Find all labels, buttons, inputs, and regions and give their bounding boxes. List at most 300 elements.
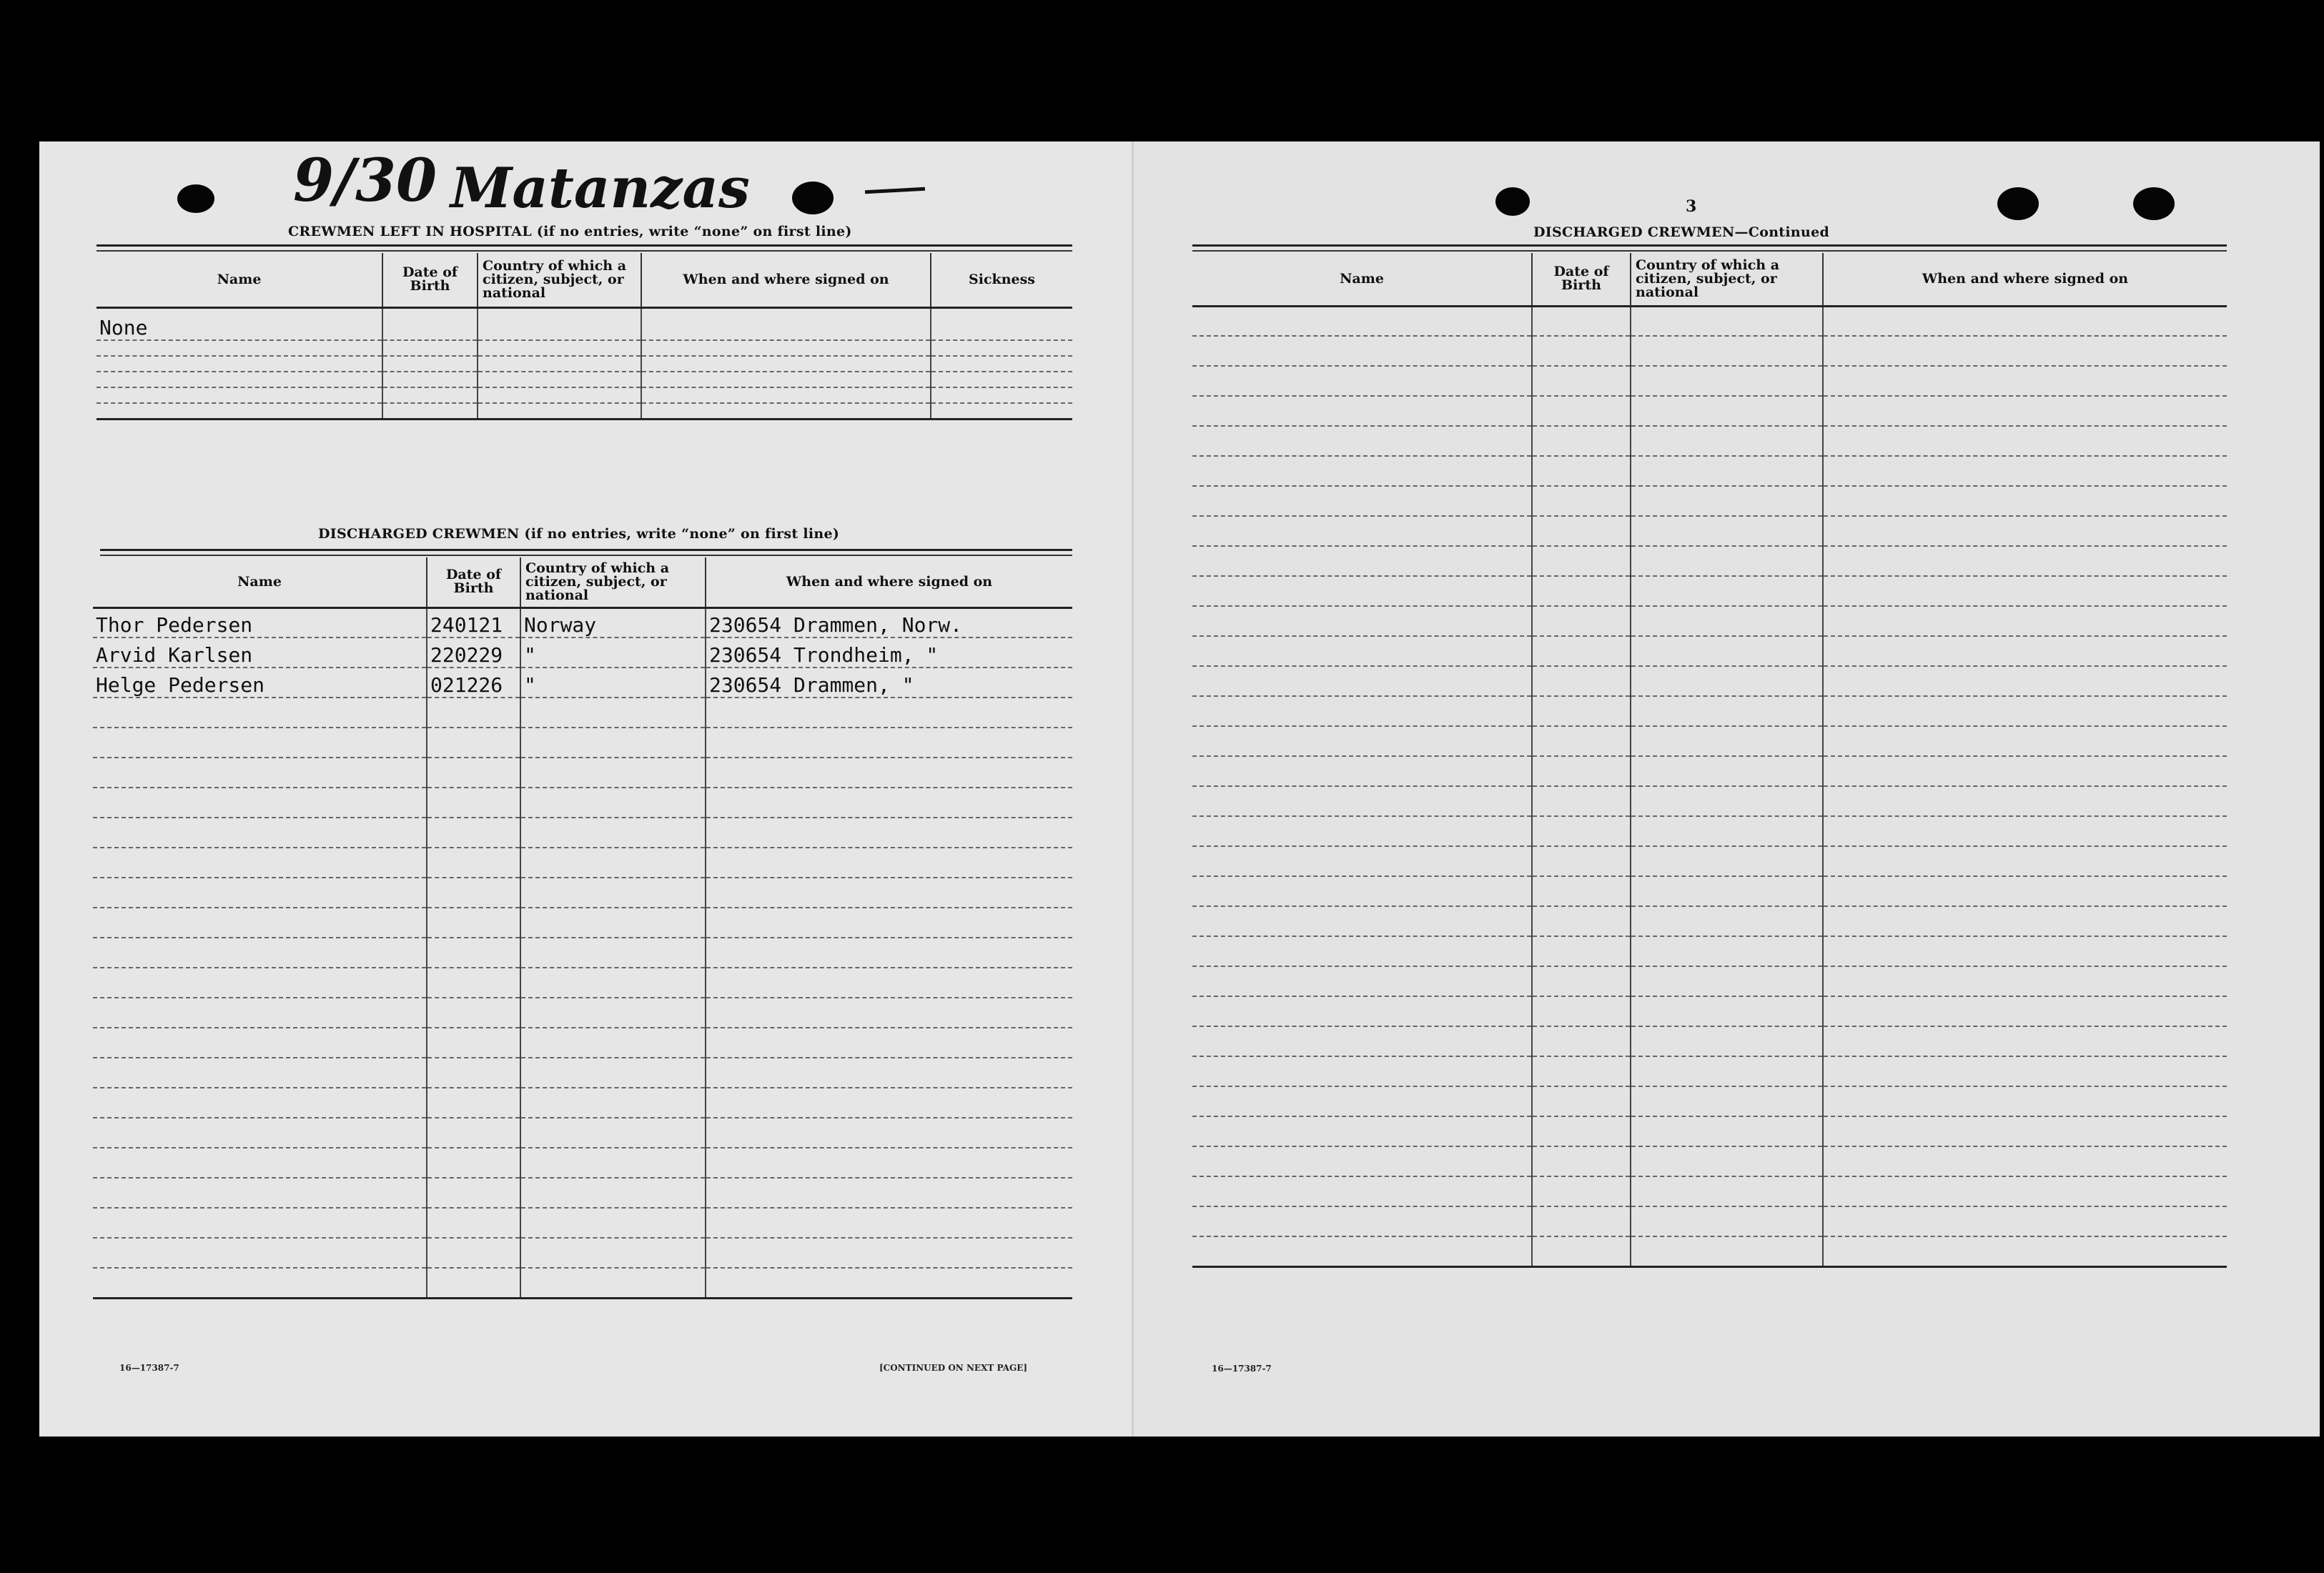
table-cell <box>1631 516 1823 546</box>
discharged-section-title: DISCHARGED CREWMEN (if no entries, write “none” on first line) <box>318 526 840 542</box>
table-cell <box>1532 1176 1631 1206</box>
table-row <box>1192 516 2227 546</box>
table-cell <box>427 1058 520 1088</box>
table-cell <box>520 1208 706 1238</box>
col-header-name: Name <box>1192 253 1532 306</box>
col-header-date-of-birth: Date of Birth <box>427 557 520 607</box>
table-row <box>93 728 1072 758</box>
table-cell <box>931 372 1072 387</box>
table-cell <box>1532 486 1631 516</box>
table-row <box>1192 336 2227 366</box>
table-row <box>93 848 1072 878</box>
table-cell <box>382 307 478 340</box>
table-cell <box>520 758 706 788</box>
table-cell <box>1631 606 1823 636</box>
hospital-table <box>97 253 1072 420</box>
continued-section-title: DISCHARGED CREWMEN—Continued <box>1533 224 1830 240</box>
table-cell <box>1192 336 1532 366</box>
table-cell <box>1532 366 1631 396</box>
table-cell <box>1823 816 2227 846</box>
table-cell <box>1823 996 2227 1026</box>
table-row <box>1192 456 2227 486</box>
table-row <box>1192 666 2227 696</box>
table-cell <box>1823 756 2227 786</box>
table-row <box>93 1238 1072 1268</box>
table-cell <box>1532 1236 1631 1266</box>
table-cell <box>1631 1206 1823 1236</box>
col-header-signed-on: When and where signed on <box>641 253 931 307</box>
table-cell <box>93 758 427 788</box>
table-cell <box>1823 426 2227 456</box>
col-header-country: Country of which a citizen, subject, or national <box>520 557 706 607</box>
table-row <box>1192 426 2227 456</box>
table-cell <box>427 998 520 1028</box>
table-cell <box>427 1028 520 1058</box>
table-cell <box>1192 906 1532 936</box>
table-cell <box>520 878 706 908</box>
table-cell <box>520 698 706 728</box>
table-cell <box>93 938 427 968</box>
table-cell <box>1192 366 1532 396</box>
table-cell <box>97 340 382 356</box>
table-cell <box>1192 786 1532 816</box>
table-cell <box>1192 696 1532 726</box>
table-cell <box>1823 1056 2227 1086</box>
table-cell <box>1631 906 1823 936</box>
table-cell <box>520 1238 706 1268</box>
table-cell <box>1532 306 1631 336</box>
table-cell <box>1823 876 2227 906</box>
table-cell <box>1823 1146 2227 1176</box>
table-cell <box>706 818 1072 848</box>
table-row <box>1192 1236 2227 1266</box>
table-cell <box>1631 996 1823 1026</box>
table-cell <box>1192 1206 1532 1236</box>
table-row <box>1192 966 2227 996</box>
table-row <box>93 878 1072 908</box>
table-cell <box>1631 936 1823 966</box>
table-cell <box>427 1148 520 1178</box>
table-cell <box>1192 936 1532 966</box>
table-cell <box>1192 516 1532 546</box>
table-cell <box>1192 636 1532 666</box>
table-cell <box>931 387 1072 403</box>
table-cell <box>706 878 1072 908</box>
table-row <box>1192 1056 2227 1086</box>
table-cell <box>1532 396 1631 426</box>
table-cell <box>706 848 1072 878</box>
table-cell <box>706 1178 1072 1208</box>
table-cell <box>478 372 641 387</box>
table-cell <box>1631 1026 1823 1056</box>
table-cell <box>1631 306 1823 336</box>
table-cell: 021226 <box>427 668 520 698</box>
table-cell <box>1192 966 1532 996</box>
table-cell <box>93 1028 427 1058</box>
table-cell <box>641 307 931 340</box>
table-cell: Norway <box>520 607 706 637</box>
table-cell <box>1532 1146 1631 1176</box>
table-cell <box>1192 876 1532 906</box>
table-row <box>93 1178 1072 1208</box>
table-cell <box>520 788 706 818</box>
table-cell <box>1532 1056 1631 1086</box>
table-cell <box>706 998 1072 1028</box>
table-cell <box>1631 1146 1823 1176</box>
table-cell <box>1192 546 1532 576</box>
table-cell <box>706 728 1072 758</box>
col-header-name: Name <box>97 253 382 307</box>
table-cell <box>1823 906 2227 936</box>
table-cell <box>1192 1176 1532 1206</box>
table-cell <box>1823 456 2227 486</box>
table-row <box>93 698 1072 728</box>
table-cell <box>93 1238 427 1268</box>
table-cell <box>1823 486 2227 516</box>
table-cell <box>427 698 520 728</box>
table-cell <box>427 818 520 848</box>
table-cell <box>520 1028 706 1058</box>
table-cell <box>1823 1116 2227 1146</box>
table-cell <box>1192 1026 1532 1056</box>
table-row <box>97 307 1072 340</box>
table-row <box>1192 306 2227 336</box>
table-cell <box>1532 996 1631 1026</box>
table-row <box>1192 486 2227 516</box>
table-cell <box>641 356 931 372</box>
col-header-country: Country of which a citizen, subject, or national <box>478 253 641 307</box>
page-number: 3 <box>1686 197 1697 216</box>
table-cell <box>1631 546 1823 576</box>
table-cell: Helge Pedersen <box>93 668 427 698</box>
table-cell <box>1192 666 1532 696</box>
punch-hole <box>2133 187 2175 220</box>
table-cell <box>382 387 478 403</box>
table-cell <box>1823 666 2227 696</box>
col-header-sickness: Sickness <box>931 253 1072 307</box>
table-cell <box>1192 846 1532 876</box>
table-cell <box>427 968 520 998</box>
table-row <box>97 372 1072 387</box>
punch-hole <box>177 184 214 213</box>
table-cell <box>1192 426 1532 456</box>
table-cell <box>1532 786 1631 816</box>
table-cell <box>931 356 1072 372</box>
table-row <box>1192 546 2227 576</box>
table-cell <box>520 968 706 998</box>
table-cell <box>1532 576 1631 606</box>
table-cell <box>97 356 382 372</box>
table-cell <box>1823 546 2227 576</box>
handwritten-ship-name: Matanzas <box>450 156 750 221</box>
table-cell <box>382 403 478 419</box>
table-row <box>93 1268 1072 1298</box>
punch-hole <box>1997 187 2039 220</box>
table-cell <box>1532 816 1631 846</box>
table-row <box>97 403 1072 419</box>
table-cell <box>641 340 931 356</box>
table-cell <box>1192 756 1532 786</box>
table-row <box>1192 1146 2227 1176</box>
table-cell <box>1631 756 1823 786</box>
continued-top-rule-2 <box>1192 250 2227 252</box>
table-cell <box>427 908 520 938</box>
table-cell: 230654 Drammen, " <box>706 668 1072 698</box>
table-cell <box>427 1268 520 1298</box>
table-cell <box>706 1268 1072 1298</box>
table-row <box>93 758 1072 788</box>
table-cell <box>1532 936 1631 966</box>
table-cell <box>93 1118 427 1148</box>
table-row <box>1192 1206 2227 1236</box>
table-cell <box>1532 546 1631 576</box>
table-cell <box>1631 1086 1823 1116</box>
table-cell <box>1532 846 1631 876</box>
table-cell <box>427 848 520 878</box>
table-cell <box>93 908 427 938</box>
table-cell <box>1532 426 1631 456</box>
table-cell <box>1823 366 2227 396</box>
table-cell <box>1192 1056 1532 1086</box>
table-cell <box>478 403 641 419</box>
table-cell <box>520 1268 706 1298</box>
table-row <box>1192 726 2227 756</box>
hospital-top-rule-2 <box>97 250 1072 252</box>
discharged-top-rule-2 <box>100 555 1072 556</box>
table-cell <box>1631 816 1823 846</box>
table-row <box>1192 396 2227 426</box>
table-cell <box>1823 696 2227 726</box>
table-row <box>1192 696 2227 726</box>
table-cell <box>1532 696 1631 726</box>
table-row <box>93 1118 1072 1148</box>
table-cell <box>478 387 641 403</box>
table-cell <box>93 968 427 998</box>
form-number-right: 16—17387-7 <box>1212 1364 1272 1374</box>
table-cell <box>1532 756 1631 786</box>
table-cell <box>931 340 1072 356</box>
table-cell <box>520 1118 706 1148</box>
table-cell <box>97 387 382 403</box>
col-header-signed-on: When and where signed on <box>1823 253 2227 306</box>
table-cell <box>1631 1056 1823 1086</box>
table-cell <box>706 788 1072 818</box>
table-cell <box>93 848 427 878</box>
table-cell <box>478 340 641 356</box>
discharged-table <box>93 557 1072 1299</box>
table-cell <box>520 938 706 968</box>
table-cell <box>1532 966 1631 996</box>
table-row <box>93 1028 1072 1058</box>
table-cell <box>520 1178 706 1208</box>
table-cell: 230654 Trondheim, " <box>706 637 1072 668</box>
table-row <box>93 1088 1072 1118</box>
form-number-left: 16—17387-7 <box>119 1363 179 1373</box>
table-cell <box>1631 336 1823 366</box>
table-cell <box>520 1148 706 1178</box>
col-header-signed-on: When and where signed on <box>706 557 1072 607</box>
table-cell <box>1823 1026 2227 1056</box>
table-cell <box>1823 1086 2227 1116</box>
table-row <box>1192 1086 2227 1116</box>
table-cell <box>1532 1116 1631 1146</box>
table-cell <box>1631 1236 1823 1266</box>
table-cell <box>706 968 1072 998</box>
table-cell <box>1631 366 1823 396</box>
table-cell <box>1192 306 1532 336</box>
table-cell: 230654 Drammen, Norw. <box>706 607 1072 637</box>
table-row <box>1192 576 2227 606</box>
table-cell <box>1192 606 1532 636</box>
table-cell <box>520 998 706 1028</box>
table-cell <box>93 788 427 818</box>
table-cell <box>93 818 427 848</box>
table-cell <box>931 307 1072 340</box>
table-row <box>1192 906 2227 936</box>
table-cell <box>93 1148 427 1178</box>
table-cell <box>93 998 427 1028</box>
table-cell <box>1631 1116 1823 1146</box>
table-row <box>93 938 1072 968</box>
table-cell <box>641 387 931 403</box>
table-cell <box>1631 426 1823 456</box>
table-cell <box>1192 576 1532 606</box>
table-cell <box>1192 1116 1532 1146</box>
table-cell <box>1192 816 1532 846</box>
table-row <box>1192 936 2227 966</box>
table-cell <box>427 1208 520 1238</box>
table-cell: Thor Pedersen <box>93 607 427 637</box>
table-cell <box>520 908 706 938</box>
table-cell <box>1631 456 1823 486</box>
table-cell <box>427 938 520 968</box>
table-cell <box>1532 726 1631 756</box>
table-cell <box>427 1118 520 1148</box>
table-row <box>1192 876 2227 906</box>
table-cell <box>1631 396 1823 426</box>
table-cell <box>1631 966 1823 996</box>
table-row <box>1192 786 2227 816</box>
hospital-top-rule <box>97 244 1072 247</box>
table-cell <box>1532 666 1631 696</box>
table-row <box>93 607 1072 637</box>
table-cell <box>427 1178 520 1208</box>
table-cell <box>706 1088 1072 1118</box>
table-cell <box>93 1058 427 1088</box>
table-cell <box>1823 726 2227 756</box>
table-row <box>1192 366 2227 396</box>
table-row <box>93 1148 1072 1178</box>
table-cell <box>1823 396 2227 426</box>
table-cell <box>1823 336 2227 366</box>
continued-top-rule <box>1192 244 2227 247</box>
table-cell <box>1631 726 1823 756</box>
table-cell <box>520 818 706 848</box>
table-cell <box>1823 606 2227 636</box>
table-cell <box>706 758 1072 788</box>
table-cell <box>427 758 520 788</box>
table-cell: " <box>520 668 706 698</box>
table-cell <box>1823 966 2227 996</box>
table-cell <box>520 728 706 758</box>
table-cell <box>1192 996 1532 1026</box>
table-cell <box>478 356 641 372</box>
discharged-top-rule <box>100 549 1072 551</box>
table-cell: 240121 <box>427 607 520 637</box>
table-cell <box>1823 1236 2227 1266</box>
table-cell <box>93 728 427 758</box>
hospital-section-title: CREWMEN LEFT IN HOSPITAL (if no entries, write “none” on first line) <box>288 224 852 239</box>
table-cell <box>478 307 641 340</box>
table-cell <box>93 1178 427 1208</box>
handwritten-date: 9/30 <box>293 147 437 215</box>
table-cell <box>641 372 931 387</box>
table-cell <box>1192 486 1532 516</box>
continued-table <box>1192 253 2227 1268</box>
table-cell <box>706 1148 1072 1178</box>
col-header-name: Name <box>93 557 427 607</box>
table-cell <box>427 1238 520 1268</box>
col-header-country: Country of which a citizen, subject, or national <box>1631 253 1823 306</box>
table-row <box>93 908 1072 938</box>
table-cell <box>93 1268 427 1298</box>
table-cell <box>1192 726 1532 756</box>
table-cell <box>1631 786 1823 816</box>
table-cell <box>706 1238 1072 1268</box>
table-cell <box>706 698 1072 728</box>
punch-hole <box>792 182 834 214</box>
table-cell <box>427 788 520 818</box>
table-cell <box>1192 1086 1532 1116</box>
table-cell <box>93 698 427 728</box>
table-cell <box>1631 576 1823 606</box>
table-cell <box>1823 786 2227 816</box>
table-cell <box>1192 456 1532 486</box>
table-cell <box>641 403 931 419</box>
table-cell <box>1532 876 1631 906</box>
table-row <box>93 1058 1072 1088</box>
table-cell <box>382 340 478 356</box>
page-fold <box>1132 142 1134 1436</box>
table-cell <box>93 878 427 908</box>
table-cell <box>1823 576 2227 606</box>
table-cell <box>1631 1176 1823 1206</box>
table-row <box>1192 1176 2227 1206</box>
table-cell <box>931 403 1072 419</box>
table-row <box>1192 606 2227 636</box>
table-cell <box>706 938 1072 968</box>
table-row <box>93 637 1072 668</box>
table-cell <box>93 1088 427 1118</box>
table-cell <box>382 372 478 387</box>
table-row <box>97 387 1072 403</box>
table-cell <box>1192 1146 1532 1176</box>
table-cell <box>1192 396 1532 426</box>
table-row <box>93 968 1072 998</box>
punch-hole <box>1495 187 1530 216</box>
table-cell <box>382 356 478 372</box>
table-row <box>1192 636 2227 666</box>
table-row <box>93 668 1072 698</box>
table-cell <box>1823 846 2227 876</box>
table-cell <box>1823 1176 2227 1206</box>
table-cell <box>1532 606 1631 636</box>
table-cell <box>706 1118 1072 1148</box>
table-cell <box>706 1028 1072 1058</box>
table-cell <box>1532 1026 1631 1056</box>
table-cell <box>706 1208 1072 1238</box>
continued-note: [CONTINUED ON NEXT PAGE] <box>879 1363 1028 1373</box>
